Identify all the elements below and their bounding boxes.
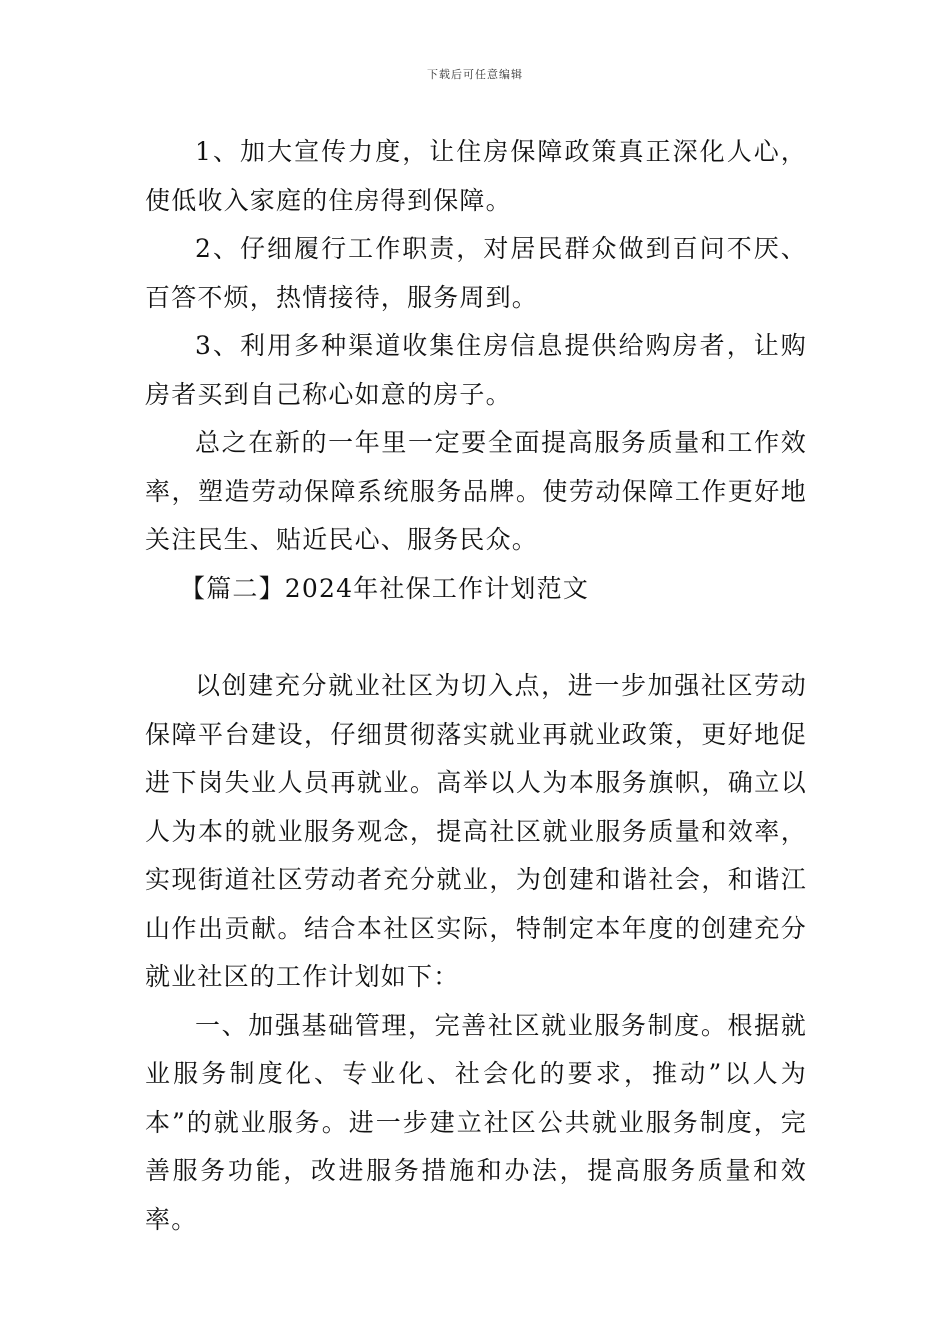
page-header-note: 下载后可任意编辑 [427, 68, 523, 81]
section-spacer [145, 613, 807, 662]
paragraph-intro: 以创建充分就业社区为切入点，进一步加强社区劳动保障平台建设，仔细贯彻落实就业再就业政策，更好地促进下岗失业人员再就业。高举以人为本服务旗帜，确立以人为本的就业服务观念，提高社区就业服务质量和效率，实现街道社区劳动者充分就业，为创建和谐社会，和谐江山作出贡献。结合本社区实际，特制定本年度的创建充分就业社区的工作计划如下： [145, 671, 807, 991]
paragraph-item-1: 1、加大宣传力度，让住房保障政策真正深化人心，使低收入家庭的住房得到保障。 [145, 137, 807, 215]
paragraph-point-one: 一、加强基础管理，完善社区就业服务制度。根据就业服务制度化、专业化、社会化的要求，推动”以人为本”的就业服务。进一步建立社区公共就业服务制度，完善服务功能，改进服务措施和办法，提高服务质量和效率。 [145, 1010, 807, 1234]
section-heading: 【篇二】2024年社保工作计划范文 [180, 573, 590, 603]
document-body [145, 128, 807, 1244]
paragraph-item-3: 3、利用多种渠道收集住房信息提供给购房者，让购房者买到自己称心如意的房子。 [145, 331, 807, 409]
paragraph-item-2: 2、仔细履行工作职责，对居民群众做到百问不厌、百答不烦，热情接待，服务周到。 [145, 234, 807, 312]
paragraph-summary: 总之在新的一年里一定要全面提高服务质量和工作效率，塑造劳动保障系统服务品牌。使劳动保障工作更好地关注民生、贴近民心、服务民众。 [145, 428, 807, 554]
